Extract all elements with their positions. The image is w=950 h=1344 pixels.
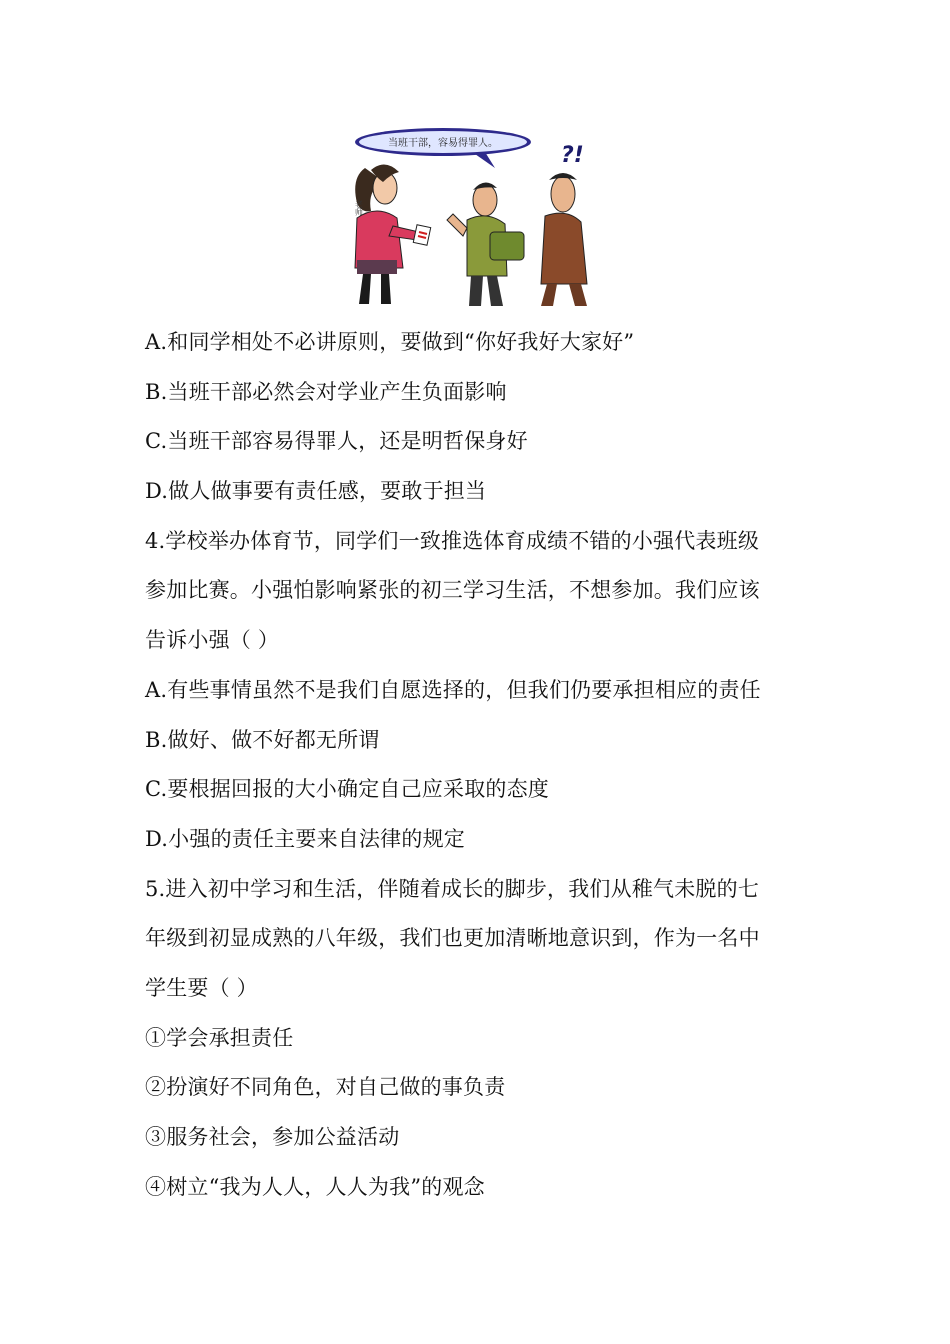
q5-stem-line-2: 年级到初显成熟的八年级，我们也更加清晰地意识到，作为一名中 [145, 926, 760, 951]
q4-option-b: B.做好、做不好都无所谓 [145, 727, 380, 752]
q4-stem-line-3: 告诉小强（ ） [145, 628, 280, 653]
q3-option-b: B.当班干部必然会对学业产生负面影响 [145, 379, 507, 404]
q4-stem-line-1: 4.学校举办体育节，同学们一致推选体育成绩不错的小强代表班级 [145, 528, 760, 553]
q5-item-3: ③服务社会，参加公益活动 [145, 1125, 400, 1149]
q5-stem-line-1: 5.进入初中学习和生活，伴随着成长的脚步，我们从稚气未脱的七 [145, 876, 760, 901]
classmate-figure [541, 173, 587, 306]
q5-item-4: ④树立“我为人人，人人为我”的观念 [145, 1174, 485, 1199]
q3-option-c: C.当班干部容易得罪人，还是明哲保身好 [145, 429, 528, 454]
speech-bubble-tail [475, 152, 495, 168]
question-text [145, 318, 805, 1212]
q5-item-2: ②扮演好不同角色，对自己做的事负责 [145, 1075, 506, 1100]
q3-option-d: D.做人做事要有责任感，要敢于担当 [145, 479, 487, 504]
q4-option-a: A.有些事情虽然不是我们自愿选择的，但我们仍要承担相应的责任 [145, 677, 761, 702]
q4-option-d: D.小强的责任主要来自法律的规定 [145, 826, 465, 851]
q5-stem-line-3: 学生要（ ） [145, 975, 258, 1000]
cartoon-illustration [335, 128, 610, 308]
puzzle-marks: ?! [561, 143, 584, 168]
q5-item-1: ①学会承担责任 [145, 1025, 294, 1050]
teacher-label: 老师 [354, 200, 364, 216]
teacher-figure [355, 164, 431, 304]
q4-stem-line-2: 参加比赛。小强怕影响紧张的初三学习生活，不想参加。我们应该 [145, 578, 760, 603]
speech-bubble-text: 当班干部，容易得罪人。 [388, 138, 498, 149]
q4-option-c: C.要根据回报的大小确定自己应采取的态度 [145, 777, 549, 802]
q3-option-a: A.和同学相处不必讲原则，要做到“你好我好大家好” [145, 330, 635, 354]
student-figure [447, 182, 524, 306]
